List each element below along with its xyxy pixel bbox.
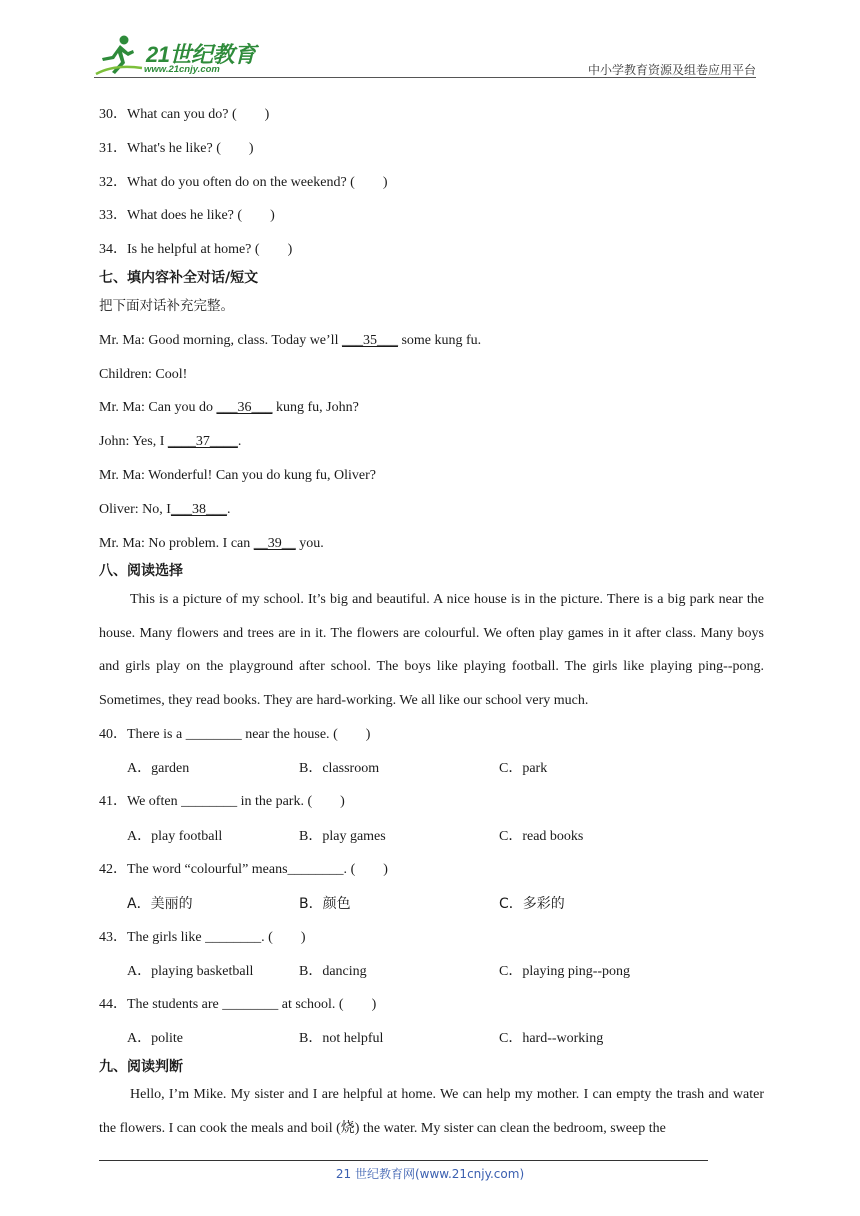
option-a: A．playing basketball [127, 964, 254, 979]
dialogue-line [99, 501, 230, 519]
section-8-title: 八、阅读选择 [99, 563, 183, 579]
dialogue-text: Oliver: No, I [99, 502, 171, 517]
question-number: 34 [99, 242, 113, 257]
dialogue-text: kung fu, John? [272, 400, 359, 415]
question-text: The girls like ________. [127, 930, 265, 945]
answer-bracket: ( ) [254, 242, 293, 257]
question-number: 33 [99, 208, 113, 223]
option-b: B．not helpful [299, 1031, 384, 1046]
answer-bracket: ( ) [268, 930, 306, 945]
dialogue-text: . [237, 434, 242, 449]
question-number: 30 [99, 107, 113, 122]
question-32: 32．What do you often do on the weekend? ( ) [99, 175, 388, 190]
dialogue-line [99, 535, 324, 553]
question-number: 32 [99, 175, 113, 190]
dialogue-line [99, 332, 481, 350]
section-7-instruction: 把下面对话补充完整。 [99, 298, 234, 314]
option-c: C．多彩的 [499, 896, 565, 912]
answer-blank-39: __39__ [253, 536, 296, 551]
question-41: 41．We often ________ in the park. ( ) [99, 794, 345, 809]
section-9-title: 九、阅读判断 [99, 1059, 183, 1075]
footer-text: 21 世纪教育网(www.21cnjy.com) [335, 1167, 525, 1181]
logo-url: www.21cnjy.com [144, 64, 220, 75]
option-c: C．hard--working [499, 1031, 604, 1046]
answer-bracket: ( ) [216, 141, 254, 156]
dialogue-line [99, 366, 187, 384]
answer-blank-35: ___35___ [341, 333, 398, 348]
question-number: 42 [99, 862, 113, 877]
dialogue-text: Children: Cool! [99, 367, 188, 382]
header-divider [94, 77, 756, 78]
reading-passage-9: Hello, I’m Mike. My sister and I are helpful at home. We can help my mother. I can empty the trash and water the flowers. I can cook the meals and boil (烧) the water. My sister can clean the bedroom, sweep the [99, 1087, 764, 1136]
option-b: B．颜色 [299, 896, 351, 912]
answer-blank-36: ___36___ [216, 400, 273, 415]
runner-icon [94, 34, 146, 78]
question-33: 33．What does he like? ( ) [99, 208, 275, 223]
logo-text: 21世纪教育 [146, 42, 256, 67]
answer-blank-37: ____37____ [167, 434, 238, 449]
question-text: Is he helpful at home? [127, 242, 252, 257]
question-34: 34．Is he helpful at home? ( ) [99, 242, 293, 257]
option-b: B．play games [299, 829, 386, 844]
question-42: 42．The word “colourful” means________. ( ) [99, 862, 388, 877]
option-c: C．read books [499, 829, 584, 844]
footer-divider [99, 1160, 708, 1161]
dialogue-line [99, 399, 359, 417]
dialogue-text: Mr. Ma: No problem. I can [99, 536, 254, 551]
option-a: A．garden [127, 761, 190, 776]
option-a: A．美丽的 [127, 896, 193, 912]
page-header [0, 0, 860, 80]
option-b: B．classroom [299, 761, 380, 776]
option-b: B．dancing [299, 964, 367, 979]
dialogue-text: John: Yes, I [99, 434, 168, 449]
answer-bracket: ( ) [237, 208, 275, 223]
question-text: What do you often do on the weekend? [127, 175, 347, 190]
question-40: 40．There is a ________ near the house. ( ) [99, 727, 371, 742]
question-text: There is a ________ near the house. [127, 727, 330, 742]
option-c: C．park [499, 761, 548, 776]
question-number: 40 [99, 727, 113, 742]
question-number: 44 [99, 997, 113, 1012]
question-text: What does he like? [127, 208, 234, 223]
question-number: 31 [99, 141, 113, 156]
answer-bracket: ( ) [350, 175, 388, 190]
dialogue-text: some kung fu. [397, 333, 482, 348]
answer-bracket: ( ) [338, 997, 377, 1012]
question-30: 30．What can you do? ( ) [99, 107, 270, 122]
question-43: 43．The girls like ________. ( ) [99, 930, 306, 945]
answer-bracket: ( ) [333, 727, 371, 742]
question-text: What can you do? [127, 107, 229, 122]
dialogue-text: Mr. Ma: Wonderful! Can you do kung fu, Oliver? [99, 468, 377, 483]
answer-bracket: ( ) [231, 107, 270, 122]
platform-name: 中小学教育资源及组卷应用平台 [587, 63, 756, 77]
option-c: C．playing ping--pong [499, 964, 631, 979]
option-a: A．play football [127, 829, 223, 844]
dialogue-text: Mr. Ma: Good morning, class. Today we’ll [99, 333, 342, 348]
answer-bracket: ( ) [350, 862, 388, 877]
dialogue-text: you. [295, 536, 324, 551]
answer-blank-38: ___38___ [170, 502, 227, 517]
question-text: What's he like? [127, 141, 213, 156]
option-a: A．polite [127, 1031, 183, 1046]
dialogue-text: . [226, 502, 231, 517]
question-number: 43 [99, 930, 113, 945]
question-number: 41 [99, 794, 113, 809]
question-text: We often ________ in the park. [127, 794, 304, 809]
site-logo [94, 34, 264, 78]
answer-bracket: ( ) [307, 794, 345, 809]
section-7-title: 七、填内容补全对话/短文 [99, 270, 259, 286]
question-44: 44．The students are ________ at school. ( ) [99, 997, 377, 1012]
reading-passage: This is a picture of my school. It’s big and beautiful. A nice house is in the picture. There is a big park near the house. Many flowers and trees are in it. The flowers are colourful. We often play games in it after class. Many boys and girls play on the playground after school. The boys like playing football. The girls like playing ping--pong. Sometimes, they read books. They are hard-working. We all like our school very much. [99, 592, 764, 709]
question-text: The students are ________ at school. [127, 997, 336, 1012]
dialogue-text: Mr. Ma: Can you do [99, 400, 217, 415]
dialogue-line [99, 467, 376, 485]
dialogue-line [99, 433, 241, 451]
question-text: The word “colourful” means________. [127, 862, 348, 877]
question-31: 31．What's he like? ( ) [99, 141, 254, 156]
